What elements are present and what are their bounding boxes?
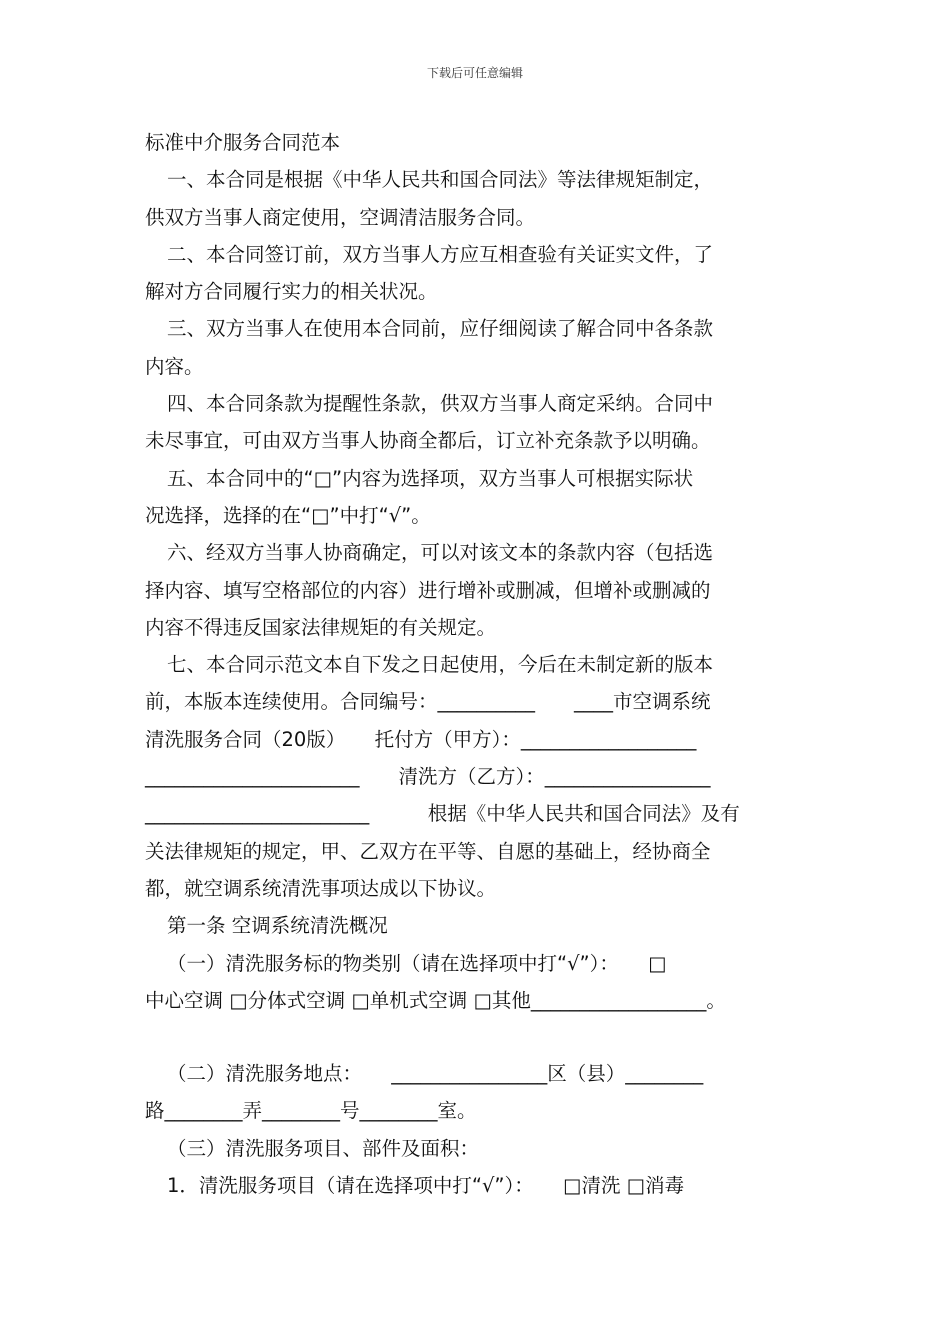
clause-line: 二、本合同签订前，双方当事人方应互相查验有关证实文件，了 xyxy=(167,242,714,266)
item-line: 路________弄________号________室。 xyxy=(145,1099,477,1123)
clause-line: 六、经双方当事人协商确定，可以对该文本的条款内容（包括选 xyxy=(167,541,714,565)
clause-line: 七、本合同示范文本自下发之日起使用，今后在未制定新的版本 xyxy=(167,653,714,677)
document-body xyxy=(145,124,810,1204)
item-line: （一）清洗服务标的物类别（请在选择项中打“√”）： □ xyxy=(167,951,667,975)
article-heading: 第一条 空调系统清洗概况 xyxy=(167,914,388,938)
clause-line: 择内容、填写空格部位的内容）进行增补或删减，但增补或删减的 xyxy=(145,578,711,602)
party-a-line: 清洗服务合同（20版） 托付方（甲方）：__________________ xyxy=(145,727,697,751)
clause-line: 解对方合同履行实力的相关状况。 xyxy=(145,280,438,304)
clause-line: 三、双方当事人在使用本合同前，应仔细阅读了解合同中各条款 xyxy=(167,317,714,341)
clause-line: 四、本合同条款为提醒性条款，供双方当事人商定采纳。合同中 xyxy=(167,392,714,416)
document-title: 标准中介服务合同范本 xyxy=(145,131,341,154)
blank-gap xyxy=(145,1019,810,1055)
preamble-line: 都，就空调系统清洗事项达成以下协议。 xyxy=(145,876,497,900)
clause-line: 未尽事宜，可由双方当事人协商全都后，订立补充条款予以明确。 xyxy=(145,429,711,453)
clause-line: 内容。 xyxy=(145,354,204,378)
contract-number-line: 前，本版本连续使用。合同编号：__________ ____市空调系统 xyxy=(145,690,711,714)
clause-line: 一、本合同是根据《中华人民共和国合同法》等法律规矩制定， xyxy=(167,168,714,192)
party-b-line: ______________________ 清洗方（乙方）：_________________ xyxy=(145,765,711,789)
preamble-line: _______________________ 根据《中华人民共和国合同法》及有 xyxy=(145,802,740,826)
clause-line: 内容不得违反国家法律规矩的有关规定。 xyxy=(145,615,497,639)
item-line: （二）清洗服务地点： ________________区（县）________ xyxy=(167,1062,704,1086)
preamble-line: 关法律规矩的规定，甲、乙双方在平等、自愿的基础上，经协商全 xyxy=(145,839,711,863)
clause-line: 况选择，选择的在“□”中打“√”。 xyxy=(145,503,431,527)
item-line: （三）清洗服务项目、部件及面积： xyxy=(167,1136,480,1160)
clause-line: 供双方当事人商定使用，空调清洁服务合同。 xyxy=(145,205,536,229)
clause-line: 五、本合同中的“□”内容为选择项，双方当事人可根据实际状 xyxy=(167,466,694,490)
item-line: 中心空调 □分体式空调 □单机式空调 □其他__________________。 xyxy=(145,988,726,1012)
item-line: 1．清洗服务项目（请在选择项中打“√”）： □清洗 □消毒 xyxy=(167,1174,685,1198)
page-header: 下载后可任意编辑 xyxy=(426,66,523,80)
